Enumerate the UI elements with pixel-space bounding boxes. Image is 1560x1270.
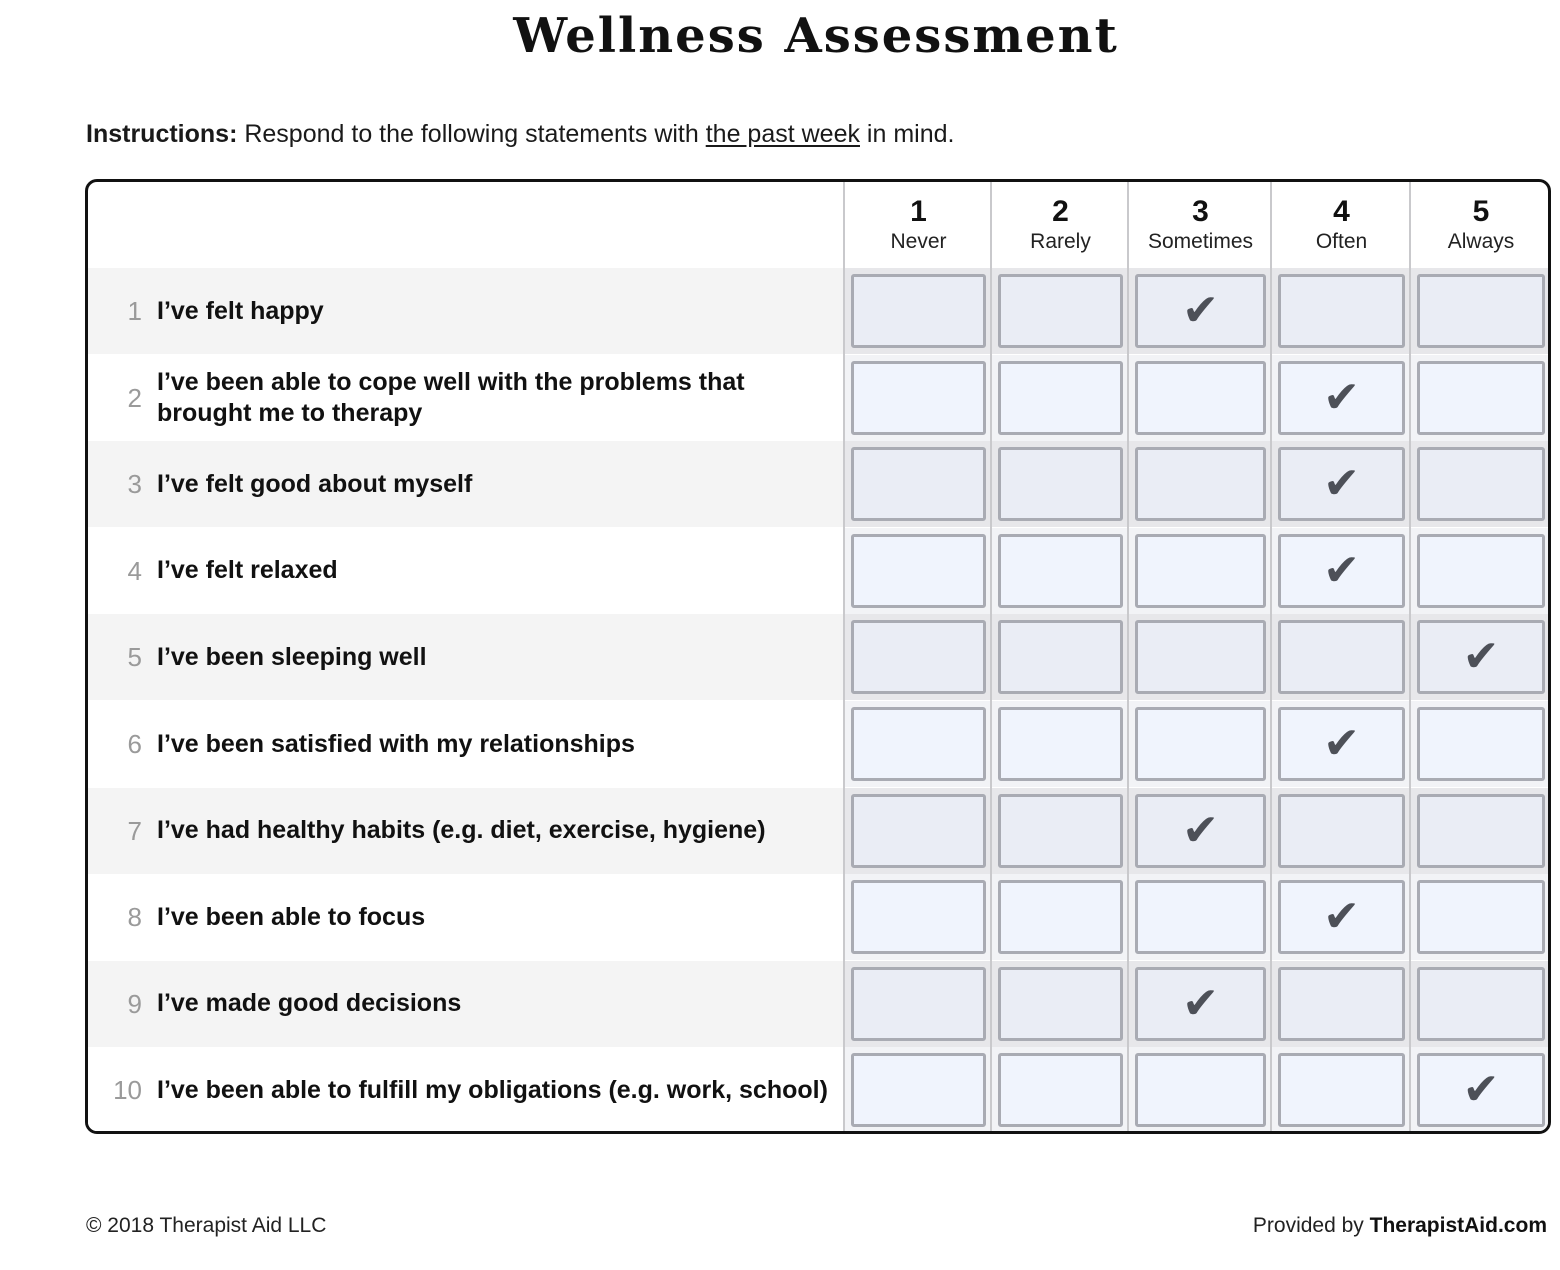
rating-checkbox-rarely[interactable]	[998, 1053, 1123, 1127]
rating-checkbox-sometimes[interactable]	[1135, 1053, 1266, 1127]
rating-checkbox-often[interactable]	[1278, 1053, 1405, 1127]
rating-checkbox-always[interactable]	[1417, 880, 1545, 954]
checkmark-icon: ✔	[1323, 718, 1360, 769]
footer-copyright: © 2018 Therapist Aid LLC	[86, 1214, 327, 1237]
statement-cell	[88, 614, 843, 700]
footer-provided-by	[1253, 1214, 1547, 1238]
rating-checkbox-always[interactable]	[1417, 361, 1545, 435]
rating-checkbox-sometimes[interactable]	[1135, 534, 1266, 608]
scale-label: Sometimes	[1147, 230, 1254, 253]
item-statement: I’ve felt good about myself	[157, 469, 473, 498]
rating-checkbox-sometimes[interactable]	[1135, 880, 1266, 954]
scale-header-sometimes	[1129, 182, 1272, 268]
item-number: 1	[127, 296, 142, 326]
rating-checkbox-never[interactable]	[851, 1053, 986, 1127]
table-row	[88, 441, 1548, 527]
item-number: 5	[127, 642, 142, 673]
rating-checkbox-often[interactable]	[1278, 794, 1405, 868]
rating-checkbox-rarely[interactable]	[998, 794, 1123, 868]
item-statement: I’ve been able to cope well with the problems that brought me to therapy	[157, 367, 745, 427]
item-number: 9	[127, 988, 142, 1019]
scale-header-often	[1272, 182, 1411, 268]
rating-checkbox-often[interactable]	[1278, 707, 1405, 781]
rating-checkbox-rarely[interactable]	[998, 880, 1123, 954]
column-divider	[1270, 182, 1272, 1131]
scale-label: Rarely	[1030, 230, 1091, 253]
instructions-timeframe: the past week	[705, 120, 860, 148]
rating-checkbox-rarely[interactable]	[998, 707, 1123, 781]
rating-checkbox-never[interactable]	[851, 620, 986, 694]
scale-number: 2	[1052, 195, 1069, 228]
rating-checkbox-often[interactable]	[1278, 967, 1405, 1041]
table-row	[88, 614, 1548, 700]
item-number: 2	[127, 382, 142, 413]
scale-number: 5	[1472, 195, 1490, 228]
instructions	[86, 118, 954, 150]
rating-checkbox-sometimes[interactable]	[1135, 967, 1266, 1041]
rating-checkbox-sometimes[interactable]	[1135, 794, 1266, 868]
scale-label: Never	[890, 230, 947, 253]
rating-checkbox-sometimes[interactable]	[1135, 620, 1266, 694]
table-row	[88, 701, 1548, 787]
rating-checkbox-rarely[interactable]	[998, 447, 1123, 521]
statement-cell	[88, 528, 843, 614]
rating-checkbox-always[interactable]	[1417, 534, 1545, 608]
statement-cell	[88, 701, 843, 787]
scale-header-never	[845, 182, 992, 268]
scale-header-rarely	[992, 182, 1129, 268]
column-divider	[1409, 182, 1411, 1131]
item-number: 7	[127, 815, 142, 846]
item-statement: I’ve been satisfied with my relationships	[157, 729, 635, 758]
statement-cell	[88, 961, 843, 1047]
rating-checkbox-rarely[interactable]	[998, 361, 1123, 435]
rating-checkbox-sometimes[interactable]	[1135, 707, 1266, 781]
column-divider	[1127, 182, 1129, 1131]
table-row	[88, 961, 1548, 1047]
rating-checkbox-never[interactable]	[851, 274, 986, 348]
item-number: 3	[127, 469, 142, 500]
item-statement: I’ve had healthy habits (e.g. diet, exercise, hygiene)	[157, 816, 766, 845]
page-title: Wellness Assessment	[513, 8, 1119, 64]
rating-checkbox-often[interactable]	[1278, 447, 1405, 521]
rating-checkbox-rarely[interactable]	[998, 620, 1123, 694]
rating-checkbox-always[interactable]	[1417, 967, 1545, 1041]
rating-checkbox-sometimes[interactable]	[1135, 274, 1266, 348]
rating-checkbox-never[interactable]	[851, 794, 986, 868]
rating-checkbox-never[interactable]	[851, 707, 986, 781]
rating-checkbox-always[interactable]	[1417, 707, 1545, 781]
table-row	[88, 268, 1548, 354]
statement-cell	[88, 788, 843, 874]
table-row	[88, 874, 1548, 960]
rating-checkbox-sometimes[interactable]	[1135, 447, 1266, 521]
statement-cell	[88, 441, 843, 527]
rating-checkbox-always[interactable]	[1417, 1053, 1545, 1127]
checkmark-icon: ✔	[1182, 977, 1219, 1029]
rating-checkbox-rarely[interactable]	[998, 274, 1123, 348]
checkmark-icon: ✔	[1182, 804, 1219, 856]
table-row	[88, 528, 1548, 614]
scale-label: Always	[1447, 230, 1515, 253]
assessment-table	[85, 179, 1551, 1134]
rating-checkbox-always[interactable]	[1417, 447, 1545, 521]
rating-checkbox-never[interactable]	[851, 967, 986, 1041]
rating-checkbox-often[interactable]	[1278, 534, 1405, 608]
item-number: 6	[127, 729, 142, 759]
item-number: 4	[127, 555, 142, 586]
rating-checkbox-always[interactable]	[1417, 620, 1545, 694]
checkmark-icon: ✔	[1462, 631, 1500, 683]
rating-checkbox-never[interactable]	[851, 880, 986, 954]
checkmark-icon: ✔	[1323, 458, 1360, 510]
statement-cell	[88, 268, 843, 354]
rating-checkbox-never[interactable]	[851, 361, 986, 435]
table-row	[88, 355, 1548, 441]
rating-checkbox-sometimes[interactable]	[1135, 361, 1266, 435]
scale-number: 3	[1192, 195, 1209, 228]
scale-number: 1	[910, 195, 927, 228]
item-statement: I’ve made good decisions	[157, 989, 462, 1018]
rating-checkbox-rarely[interactable]	[998, 534, 1123, 608]
table-row	[88, 1047, 1548, 1133]
column-divider	[990, 182, 992, 1131]
rating-checkbox-never[interactable]	[851, 447, 986, 521]
checkmark-icon: ✔	[1323, 891, 1360, 943]
item-number: 8	[127, 902, 142, 933]
rating-checkbox-often[interactable]	[1278, 880, 1405, 954]
instructions-label: Instructions:	[86, 120, 238, 148]
rating-checkbox-never[interactable]	[851, 534, 986, 608]
checkmark-icon: ✔	[1323, 371, 1360, 423]
rating-checkbox-often[interactable]	[1278, 620, 1405, 694]
checkmark-icon: ✔	[1462, 1064, 1500, 1116]
item-statement: I’ve felt happy	[157, 296, 324, 325]
instructions-text-before: Respond to the following statements with	[237, 120, 706, 148]
item-statement: I’ve been sleeping well	[157, 642, 427, 671]
column-divider	[843, 182, 845, 1131]
rating-checkbox-rarely[interactable]	[998, 967, 1123, 1041]
checkmark-icon: ✔	[1323, 544, 1360, 596]
scale-number: 4	[1333, 195, 1350, 228]
rating-checkbox-always[interactable]	[1417, 274, 1545, 348]
rating-checkbox-always[interactable]	[1417, 794, 1545, 868]
statement-cell	[88, 355, 843, 441]
rating-checkbox-often[interactable]	[1278, 361, 1405, 435]
footer-provided-prefix: Provided by	[1252, 1214, 1370, 1237]
scale-header-always	[1411, 182, 1551, 268]
scale-label: Often	[1315, 230, 1368, 253]
checkmark-icon: ✔	[1182, 285, 1219, 336]
rating-checkbox-often[interactable]	[1278, 274, 1405, 348]
item-number: 10	[113, 1075, 142, 1106]
item-statement: I’ve felt relaxed	[157, 556, 338, 585]
instructions-text-after: in mind.	[859, 120, 955, 148]
footer-brand: TherapistAid.com	[1369, 1214, 1547, 1237]
statement-cell	[88, 1047, 843, 1133]
statement-cell	[88, 874, 843, 960]
table-row	[88, 788, 1548, 874]
item-statement: I’ve been able to focus	[157, 902, 426, 931]
item-statement: I’ve been able to fulfill my obligations (e.g. work, school)	[157, 1075, 828, 1104]
